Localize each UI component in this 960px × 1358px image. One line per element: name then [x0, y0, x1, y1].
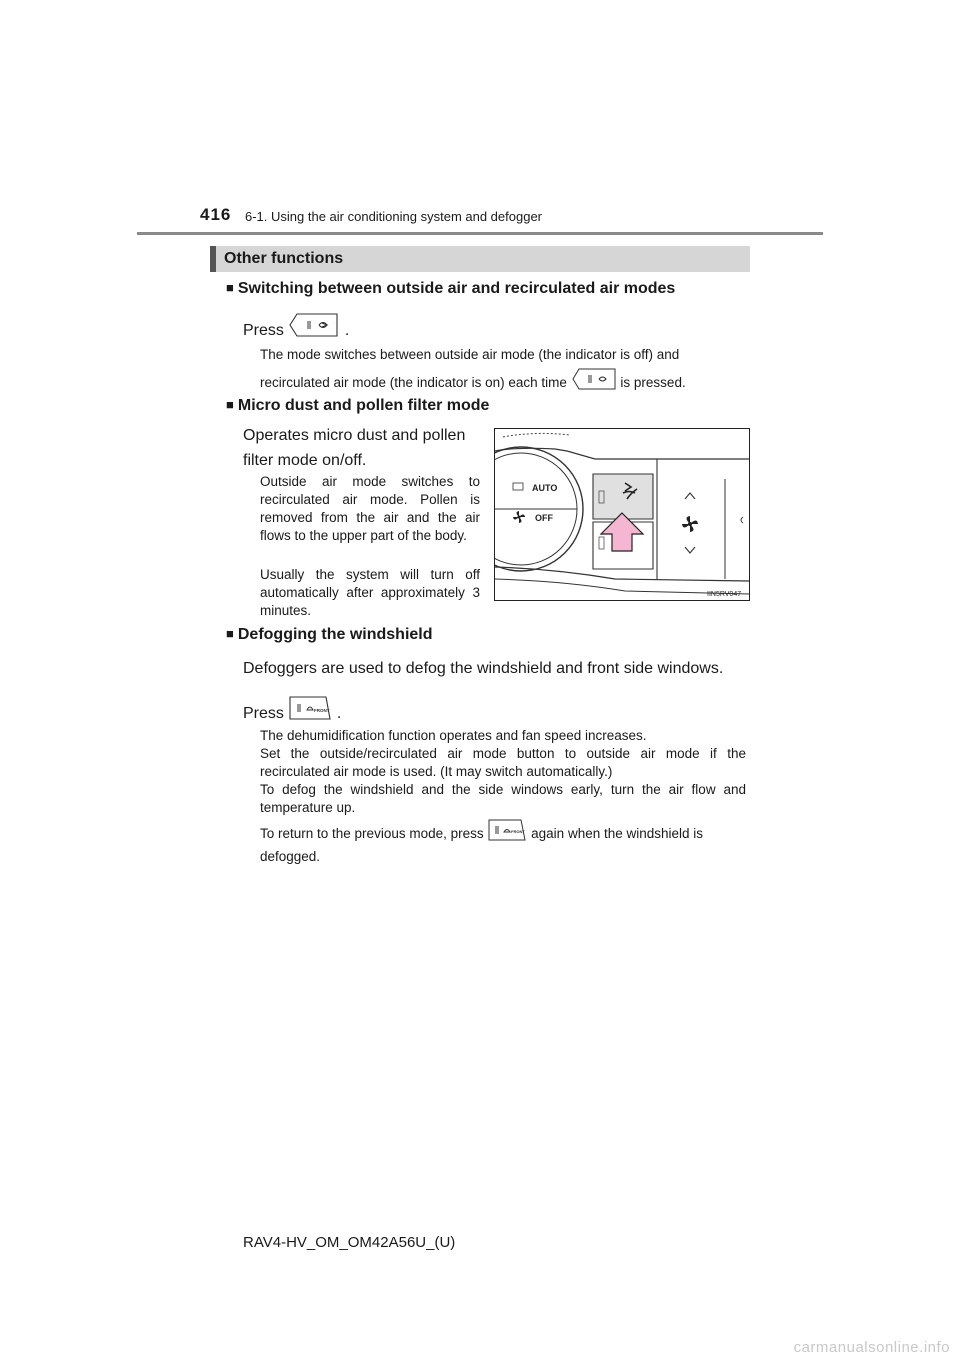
climate-panel-illustration — [494, 428, 750, 601]
chapter-title: 6-1. Using the air conditioning system and defogger — [245, 209, 543, 224]
fan-icon-small — [513, 511, 525, 523]
defogging-body: Defoggers are used to defog the windshield and front side windows. — [243, 660, 724, 677]
front-label-small: FRONT — [511, 829, 526, 834]
auto-label: AUTO — [532, 483, 558, 493]
note-switching — [260, 346, 746, 397]
defogging-note3: To defog the windshield and the side windows early, turn the air flow and temperature up. — [260, 782, 746, 815]
period: . — [344, 322, 350, 340]
note-switching-line1: The mode switches between outside air mode (the indicator is off) and — [260, 347, 680, 362]
micro-dust-body: Operates micro dust and pollen filter mode on/off. — [243, 427, 466, 469]
watermark: carmanualsonline.info — [793, 1339, 950, 1356]
press-text-2: Press — [243, 705, 284, 723]
document-code: RAV4-HV_OM_OM42A56U_(U) — [243, 1234, 456, 1251]
defogging-note4-end: again when the windshield is defogged. — [260, 826, 704, 864]
defogging-note4 — [260, 821, 746, 866]
recirculated-air-button-icon-small — [571, 368, 617, 395]
press-recirc-line — [243, 314, 349, 348]
defogging-note4-text: To return to the previous mode, press — [260, 826, 484, 842]
windshield-defogger-button-icon — [288, 695, 332, 729]
micro-dust-note2: Usually the system will turn off automatically after approximately 3 minutes. — [260, 567, 480, 618]
fan-icon-large — [682, 516, 698, 532]
header-rule — [137, 232, 823, 235]
page-number: 416 — [200, 205, 232, 224]
windshield-defogger-button-icon-small — [487, 819, 527, 846]
press-text: Press — [243, 322, 284, 340]
heading-micro-dust: ■ Micro dust and pollen filter mode — [226, 397, 489, 415]
section-title: Other functions — [224, 250, 344, 267]
heading-switching: ■ Switching between outside air and recirculated air modes — [226, 280, 675, 298]
note-switching-end: is pressed. — [620, 375, 686, 391]
period-2: . — [336, 705, 342, 723]
micro-dust-note1: Outside air mode switches to recirculated air mode. Pollen is removed from the air and the air flows to the upper part of the body. — [260, 474, 480, 543]
defogging-note2: Set the outside/recirculated air mode button to outside air mode if the recirculated air mode is used. (It may switch automatically.) — [260, 746, 746, 779]
off-label: OFF — [535, 513, 553, 523]
recirculated-air-button-icon — [288, 312, 340, 346]
heading-defogging: ■ Defogging the windshield — [226, 626, 433, 644]
figure-code: IIN5RV047 — [707, 591, 742, 598]
press-front-line — [243, 697, 341, 731]
defogging-note1: The dehumidification function operates and fan speed increases. — [260, 728, 647, 743]
note-switching-text: recirculated air mode (the indicator is on) each time — [260, 375, 567, 391]
note-switching-line2 — [260, 370, 746, 397]
front-label: FRONT — [314, 708, 330, 713]
